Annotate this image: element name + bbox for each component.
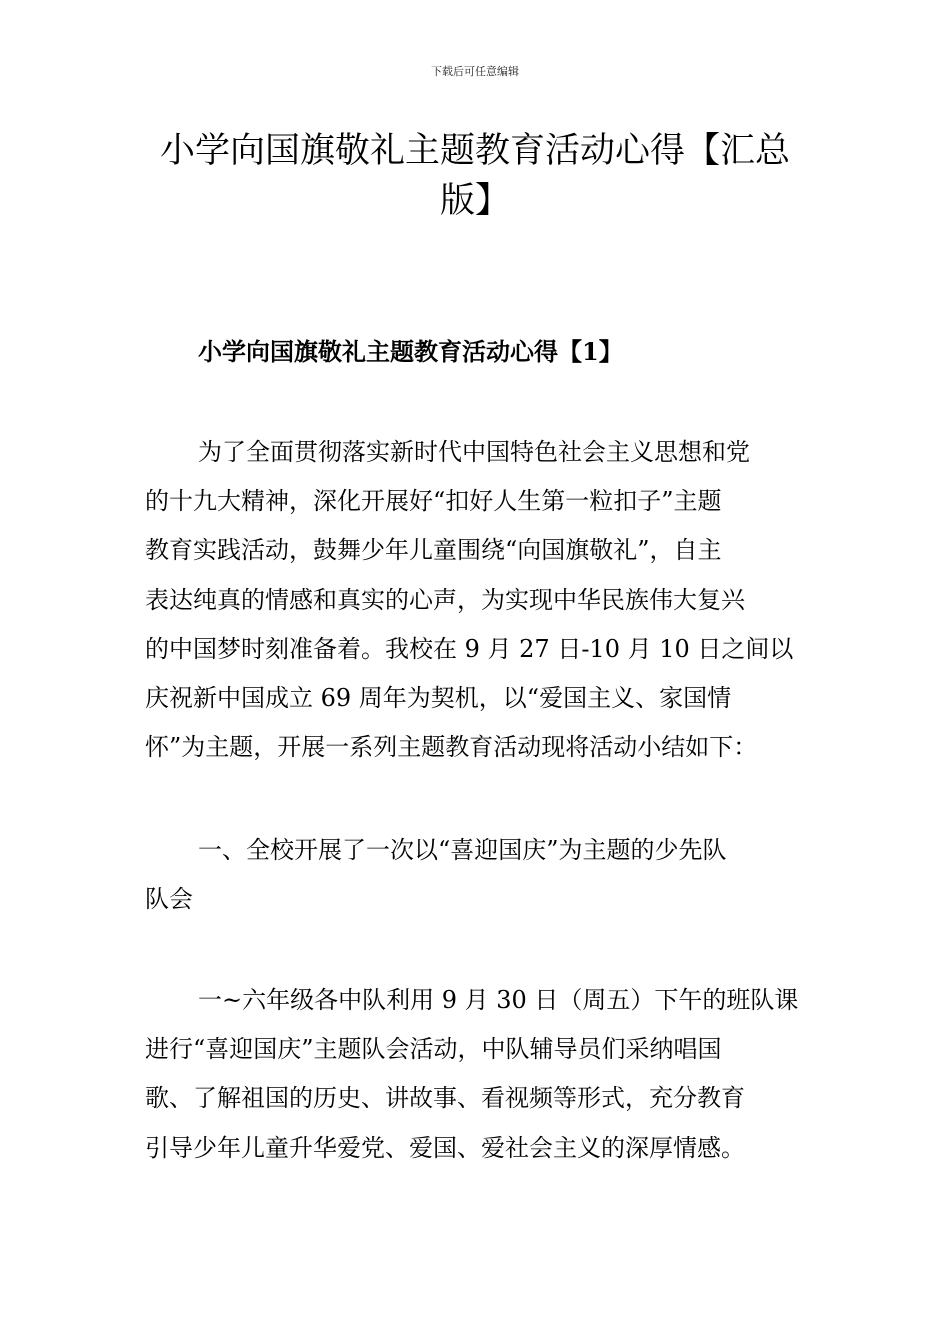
paragraph-line: 一、全校开展了一次以“喜迎国庆”为主题的少先队 [198, 836, 727, 864]
paragraph-line: 进行“喜迎国庆”主题队会活动，中队辅导员们采纳唱国 [145, 1035, 722, 1064]
document-title-line-1: 小学向国旗敬礼主题教育活动心得【汇总 [159, 131, 790, 171]
paragraph-line: 表达纯真的情感和真实的心声，为实现中华民族伟大复兴 [145, 585, 745, 614]
paragraph-line: 队会 [145, 885, 193, 914]
document-title [140, 126, 810, 226]
document-title-line-2: 版】 [439, 181, 510, 221]
paragraph-line: 为了全面贯彻落实新时代中国特色社会主义思想和党 [198, 438, 750, 466]
header-note: 下载后可任意编辑 [431, 65, 519, 78]
paragraph-section-one-heading [145, 826, 807, 924]
paragraph-line: 教育实践活动，鼓舞少年儿童围绕“向国旗敬礼”，自主 [145, 536, 722, 565]
paragraph-line: 的十九大精神，深化开展好“扣好人生第一粒扣子”主题 [145, 487, 722, 516]
paragraph-line: 引导少年儿童升华爱党、爱国、爱社会主义的深厚情感。 [145, 1133, 745, 1162]
paragraph-intro [145, 428, 807, 772]
section-heading: 小学向国旗敬礼主题教育活动心得【1】 [198, 337, 623, 366]
paragraph-line: 一~六年级各中队利用 9 月 30 日（周五）下午的班队课 [198, 986, 799, 1014]
paragraph-section-one-body [145, 976, 807, 1173]
paragraph-line: 庆祝新中国成立 69 周年为契机，以“爱国主义、家国情 [145, 684, 732, 713]
paragraph-line: 的中国梦时刻准备着。我校在 9 月 27 日-10 月 10 日之间以 [145, 634, 794, 663]
paragraph-line: 怀”为主题，开展一系列主题教育活动现将活动小结如下： [145, 733, 758, 762]
paragraph-line: 歌、了解祖国的历史、讲故事、看视频等形式，充分教育 [145, 1084, 745, 1113]
